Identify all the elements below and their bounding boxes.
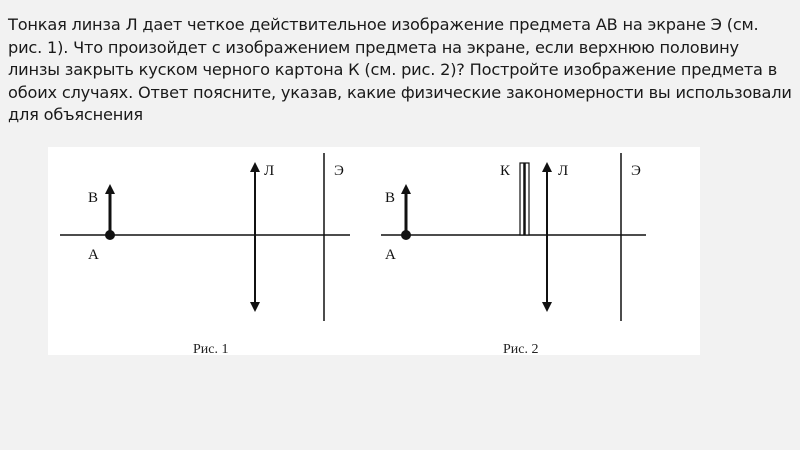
- fig2-cardboard: [520, 163, 529, 235]
- fig2-label-cardboard: К: [500, 163, 511, 179]
- fig2-label-lens: Л: [558, 163, 569, 179]
- fig1-label-screen: Э: [334, 163, 344, 179]
- fig2-label-screen: Э: [631, 163, 641, 179]
- task-text: Тонкая линза Л дает четкое действительное изображение предмета АВ на экране Э (см. рис. 1). Что произойдет с изображением предмета на экране, если верхнюю половину линзы закрыть куском черного картона К (см. рис. 2)? Постройте изображение предмета в обоих случаях. Ответ поясните, указав, какие физические закономерности вы использовали для объяснения: [8, 15, 792, 124]
- optics-diagram: [48, 147, 700, 355]
- fig1-label-a: А: [88, 247, 99, 263]
- fig2-label-a: А: [385, 247, 396, 263]
- fig2-point-a: [401, 230, 411, 240]
- fig1-point-a: [105, 230, 115, 240]
- optics-figure: [48, 147, 700, 355]
- fig1-caption: Рис. 1: [193, 342, 229, 355]
- fig1-label-b: В: [88, 190, 99, 206]
- figure-1: [60, 153, 350, 355]
- fig2-label-b: В: [385, 190, 396, 206]
- figure-2: [381, 153, 646, 355]
- fig1-label-lens: Л: [264, 163, 275, 179]
- fig2-caption: Рис. 2: [503, 342, 539, 355]
